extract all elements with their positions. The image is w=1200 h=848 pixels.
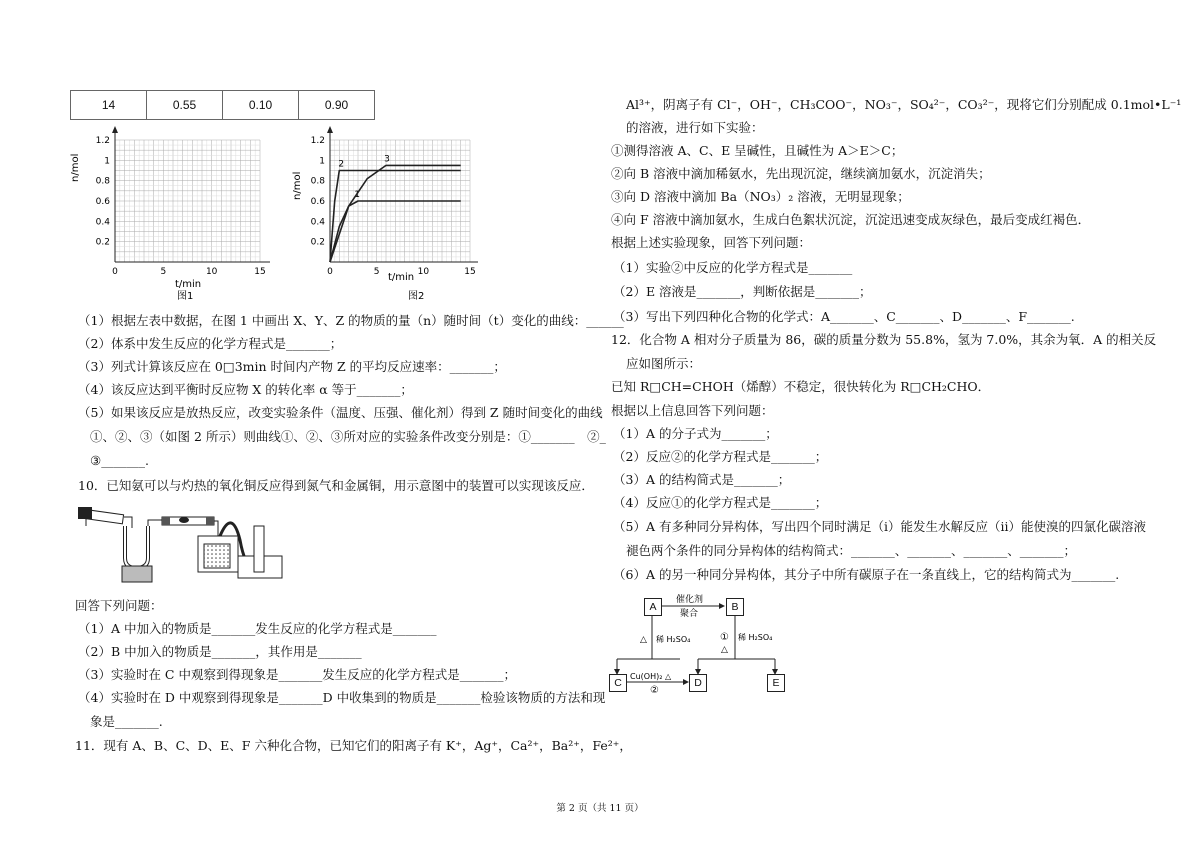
apparatus-diagram [70, 500, 330, 590]
x-tick-label: 0 [112, 267, 118, 277]
data-table [70, 90, 375, 120]
right-line-6: ④向 F 溶液中滴加氨水，生成白色絮状沉淀，沉淀迅速变成灰绿色，最后变成红褐色． [611, 212, 1091, 227]
y-tick-label: 0.2 [310, 237, 325, 248]
flow-polymer: 聚合 [680, 609, 699, 619]
figure-2 [290, 122, 490, 302]
y-tick-label: 0.4 [95, 217, 110, 228]
fig1-caption: 图1 [177, 291, 194, 302]
flow-delta-1: △ [640, 635, 647, 645]
flow-circle-2: ② [650, 685, 659, 696]
x-tick-label: 0 [327, 267, 333, 277]
q9-line-3: （3）列式计算该反应在 0□3min 时间内产物 Z 的平均反应速率：_______； [78, 359, 506, 374]
fig1-ylabel: n/mol [70, 153, 81, 182]
fig2-ylabel: n/mol [292, 171, 303, 200]
y-tick-label: 1 [104, 156, 110, 167]
q10-line-3: （2）B 中加入的物质是_______，其作用是_______ [78, 644, 362, 659]
flow-dilute-1: 稀 H₂SO₄ [656, 635, 691, 644]
right-line-14: 根据以上信息回答下列问题： [611, 403, 774, 418]
y-tick-label: 0.4 [310, 217, 325, 228]
right-line-9: （2）E 溶液是_______，判断依据是_______； [613, 284, 872, 299]
q10-title: 10．已知氨可以与灼热的氧化铜反应得到氮气和金属铜，用示意图中的装置可以实现该反应． [78, 478, 594, 493]
grid-1 [115, 140, 260, 262]
right-line-7: 根据上述实验现象，回答下列问题： [611, 235, 812, 250]
table-row [71, 91, 375, 120]
right-line-19: （5）A 有多种同分异构体，写出四个同时满足（i）能发生水解反应（ii）能使溴的四氯化碳溶液 [613, 519, 1146, 534]
x-tick-label: 5 [160, 267, 167, 277]
flow-catalyst: 催化剂 [676, 595, 704, 605]
right-line-1: Al³⁺，阴离子有 Cl⁻，OH⁻，CH₃COO⁻，NO₃⁻，SO₄²⁻，CO₃²⁻，现将它们分别配成 0.1mol•L⁻¹ [626, 97, 1182, 112]
right-line-12: 应如图所示： [626, 356, 702, 371]
right-line-21: （6）A 的另一种同分异构体，其分子中所有碳原子在一条直线上，它的结构简式为_______. [613, 567, 1120, 582]
right-line-3: ①测得溶液 A、C、E 呈碱性，且碱性为 A＞E＞C； [611, 143, 904, 158]
right-line-13: 已知 R□CH=CHOH（烯醇）不稳定，很快转化为 R□CH₂CHO． [611, 379, 991, 394]
y-tick-label: 1.2 [310, 136, 325, 146]
flow-box-b: B [726, 598, 744, 616]
x-tick-label: 10 [205, 267, 218, 277]
y-tick-label: 1.2 [95, 136, 110, 146]
right-line-15: （1）A 的分子式为_______； [613, 426, 778, 441]
flow-box-e: E [767, 674, 785, 692]
right-line-16: （2）反应②的化学方程式是_______； [613, 449, 828, 464]
q9-line-4: （4）该反应达到平衡时反应物 X 的转化率 α 等于_______； [78, 382, 413, 397]
right-line-5: ③向 D 溶液中滴加 Ba（NO₃）₂ 溶液，无明显现象； [611, 189, 910, 204]
page-footer: 第 2 页（共 11 页） [556, 803, 644, 814]
q9-line-6: ①、②、③（如图 2 所示）则曲线①、②、③所对应的实验条件改变分别是：①_______ ②_ [90, 429, 606, 444]
flow-box-c: C [609, 674, 627, 692]
q9-line-5: （5）如果该反应是放热反应，改变实验条件（温度、压强、催化剂）得到 Z 随时间变化的曲线 [78, 405, 603, 420]
right-line-8: （1）实验②中反应的化学方程式是_______ [613, 260, 853, 275]
y-tick-label: 0.6 [95, 197, 110, 207]
y-tick-label: 0.2 [95, 237, 110, 248]
table-cell: 0.90 [299, 91, 375, 120]
fig1-xlabel: t/min [175, 279, 202, 290]
table-cell: 0.10 [223, 91, 299, 120]
x-tick-label: 15 [464, 267, 476, 277]
q10-line-6: 象是_______. [90, 714, 163, 729]
figure-1 [70, 122, 280, 302]
y-tick-label: 0.8 [95, 176, 110, 187]
q9-line-7: ③_______. [90, 453, 149, 468]
flow-box-d: D [689, 674, 707, 692]
q9-line-1: （1）根据左表中数据，在图 1 中画出 X、Y、Z 的物质的量（n）随时间（t）变化的曲线：______ [78, 313, 624, 328]
series-label-2: 2 [338, 159, 345, 170]
flow-circle-1: ① [720, 632, 729, 643]
flow-box-a: A [644, 598, 662, 616]
right-line-4: ②向 B 溶液中滴加稀氨水，先出现沉淀，继续滴加氨水，沉淀消失； [611, 166, 991, 181]
table-cell: 0.55 [147, 91, 223, 120]
flow-cuoh: Cu(OH)₂ △ [630, 672, 672, 681]
fig2-caption: 图2 [408, 291, 425, 302]
right-line-10: （3）写出下列四种化合物的化学式：A_______、C_______、D_______、F_______. [613, 309, 1075, 324]
right-line-17: （3）A 的结构简式是_______； [613, 472, 791, 487]
flow-dilute-2: 稀 H₂SO₄ [738, 633, 773, 642]
q11-start: 11．现有 A、B、C、D、E、F 六种化合物，已知它们的阳离子有 K⁺，Ag⁺，Ca²⁺，Ba²⁺，Fe²⁺， [75, 738, 632, 753]
x-tick-label: 15 [254, 267, 266, 277]
y-tick-label: 0.8 [310, 176, 325, 187]
x-tick-label: 5 [373, 267, 380, 277]
q10-line-4: （3）实验时在 C 中观察到得现象是_______发生反应的化学方程式是_______； [78, 667, 516, 682]
q10-line-1: 回答下列问题： [75, 598, 163, 613]
q9-line-2: （2）体系中发生反应的化学方程式是_______； [78, 336, 343, 351]
q10-line-5: （4）实验时在 D 中观察到得现象是_______D 中收集到的物质是_______检验该物质的方法和现 [78, 690, 606, 705]
flow-delta-2: △ [721, 645, 728, 655]
series-label-1: 1 [354, 190, 361, 200]
right-line-18: （4）反应①的化学方程式是_______； [613, 495, 828, 510]
right-line-20: 褪色两个条件的同分异构体的结构简式：_______、_______、_______、_______； [626, 543, 1077, 558]
q10-line-2: （1）A 中加入的物质是_______发生反应的化学方程式是_______ [78, 621, 437, 636]
y-tick-label: 0.6 [310, 197, 325, 207]
fig2-xlabel: t/min [388, 272, 415, 283]
series-label-3: 3 [384, 154, 390, 165]
right-line-11: 12．化合物 A 相对分子质量为 86，碳的质量分数为 55.8%，氢为 7.0%，其余为氧．A 的相关反 [611, 332, 1157, 347]
right-line-2: 的溶液，进行如下实验： [626, 120, 764, 135]
table-cell: 14 [71, 91, 147, 120]
x-tick-label: 10 [417, 267, 430, 277]
y-tick-label: 1 [319, 156, 325, 167]
